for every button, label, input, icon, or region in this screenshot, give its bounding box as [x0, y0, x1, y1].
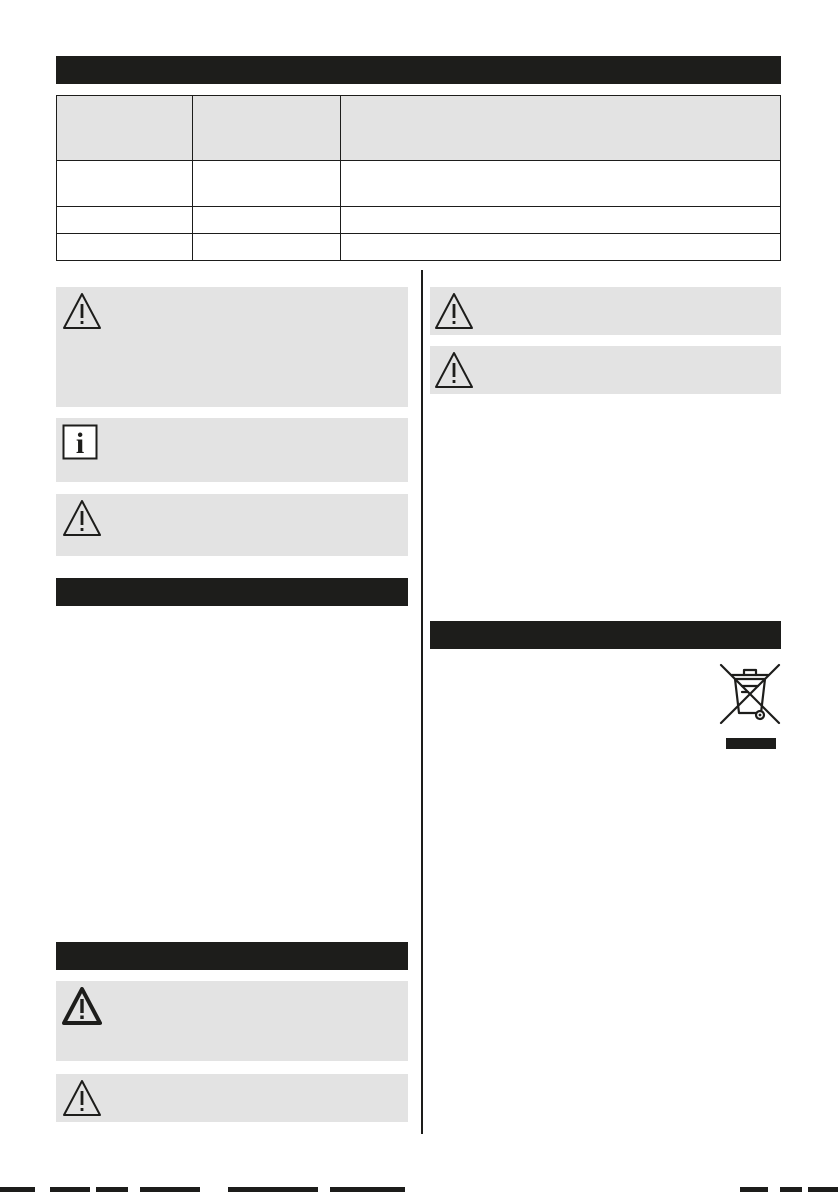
table-cell	[193, 234, 341, 261]
table-cell	[193, 161, 341, 207]
table-cell	[193, 207, 341, 234]
table-header-cell	[193, 96, 341, 161]
cropped-bottom-text-strip	[0, 1182, 840, 1192]
table-header-cell	[57, 96, 193, 161]
table-row	[57, 207, 781, 234]
danger-triangle-icon	[62, 987, 102, 1025]
table-header-row	[57, 96, 781, 161]
warning-triangle-icon	[62, 499, 102, 537]
info-notice-panel	[56, 418, 408, 482]
warning-triangle-icon	[434, 292, 474, 330]
table-cell	[57, 207, 193, 234]
table-cell	[341, 161, 781, 207]
warning-triangle-icon	[434, 351, 474, 389]
section-header-bar	[56, 942, 408, 970]
specification-table	[56, 95, 781, 261]
crossed-out-wheelie-bin-icon	[718, 662, 782, 726]
warning-triangle-icon	[62, 1079, 102, 1117]
info-icon	[62, 424, 98, 460]
warning-notice-panel	[56, 494, 408, 556]
table-cell	[341, 207, 781, 234]
danger-notice-panel	[56, 981, 408, 1061]
table-cell	[57, 234, 193, 261]
section-header-bar	[430, 621, 781, 649]
section-header-bar-specs	[56, 56, 781, 84]
section-header-bar	[56, 578, 408, 606]
disposal-label-bar	[726, 738, 776, 749]
warning-notice-panel	[430, 287, 781, 335]
table-cell	[341, 234, 781, 261]
svg-text:i: i	[75, 427, 85, 460]
warning-notice-panel	[430, 346, 781, 394]
table-row	[57, 161, 781, 207]
table-header-cell	[341, 96, 781, 161]
table-row	[57, 234, 781, 261]
table-cell	[57, 161, 193, 207]
column-divider	[421, 270, 423, 1134]
warning-notice-panel	[56, 1074, 408, 1122]
warning-triangle-icon	[62, 292, 102, 330]
warning-notice-panel	[56, 287, 408, 407]
